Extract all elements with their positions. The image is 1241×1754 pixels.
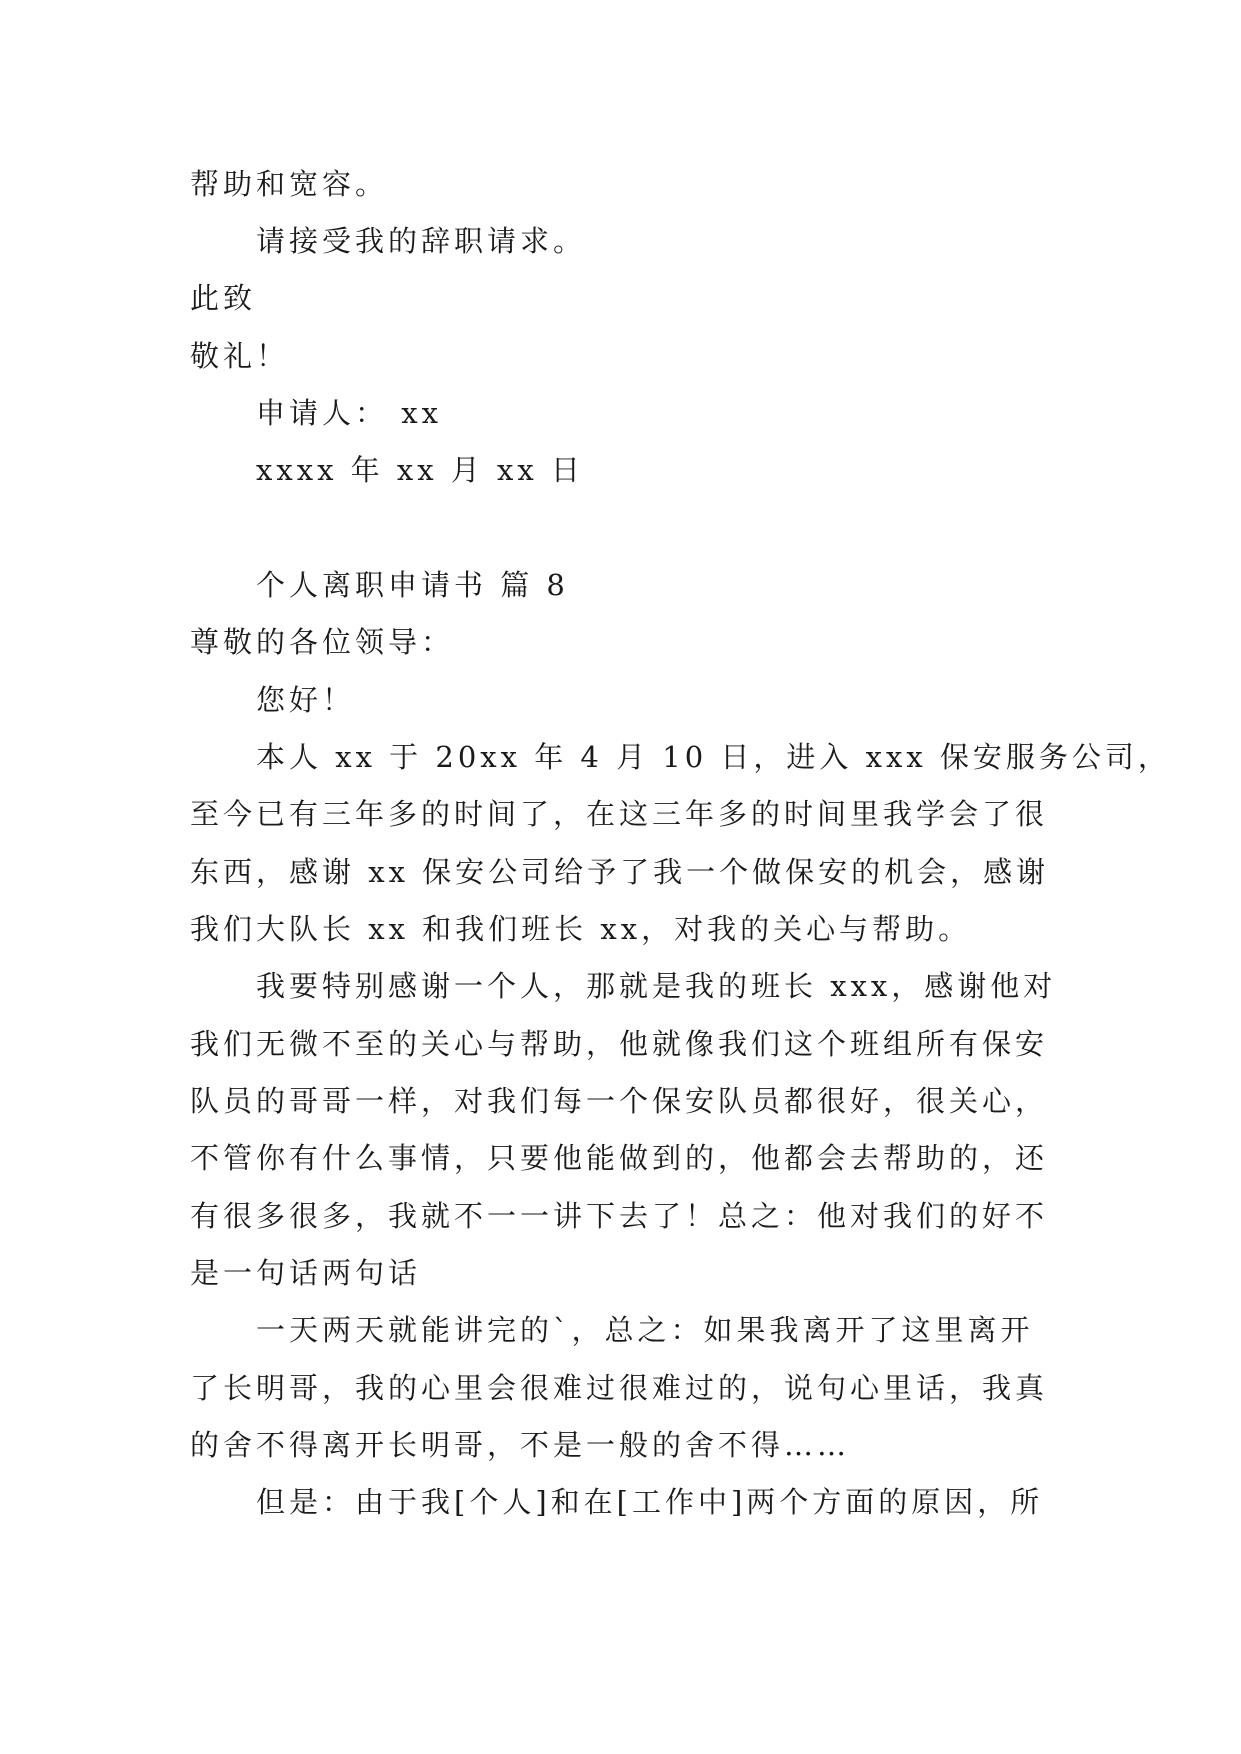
paragraph-line: 有很多很多，我就不一一讲下去了！总之：他对我们的好不 [190, 1199, 1049, 1233]
section-heading: 个人离职申请书 篇 8 [256, 568, 569, 602]
paragraph-line: 了长明哥，我的心里会很难过很难过的，说句心里话，我真 [190, 1371, 1049, 1405]
applicant-signature: 申请人： xx [256, 396, 442, 430]
letter-date: xxxx 年 xx 月 xx 日 [256, 453, 584, 487]
paragraph-line: 一天两天就能讲完的`，总之：如果我离开了这里离开 [256, 1313, 1034, 1347]
paragraph-line: 本人 xx 于 20xx 年 4 月 10 日，进入 xxx 保安服务公司， [256, 740, 1171, 774]
body-text-line: 帮助和宽容。 [190, 167, 389, 201]
paragraph-line: 我们无微不至的关心与帮助，他就像我们这个班组所有保安 [190, 1027, 1049, 1061]
closing-salutation: 此致 [190, 281, 257, 315]
paragraph-line: 东西，感谢 xx 保安公司给予了我一个做保安的机会，感谢 [190, 855, 1050, 889]
closing-regards: 敬礼！ [190, 339, 290, 373]
paragraph-line: 我要特别感谢一个人，那就是我的班长 xxx，感谢他对 [256, 969, 1057, 1003]
greeting-hello: 您好！ [256, 683, 356, 717]
paragraph-line: 但是：由于我[个人]和在[工作中]两个方面的原因，所 [256, 1485, 1044, 1519]
paragraph-line: 是一句话两句话 [190, 1256, 422, 1290]
paragraph-line: 我们大队长 xx 和我们班长 xx，对我的关心与帮助。 [190, 912, 972, 946]
letter-greeting: 尊敬的各位领导： [190, 625, 455, 659]
paragraph-line: 的舍不得离开长明哥，不是一般的舍不得…… [190, 1428, 851, 1462]
paragraph-line: 不管你有什么事情，只要他能做到的，他都会去帮助的，还 [190, 1141, 1049, 1175]
paragraph-line: 队员的哥哥一样，对我们每一个保安队员都很好，很关心， [190, 1084, 1049, 1118]
paragraph-line: 至今已有三年多的时间了，在这三年多的时间里我学会了很 [190, 797, 1049, 831]
resignation-request-line: 请接受我的辞职请求。 [256, 224, 587, 258]
